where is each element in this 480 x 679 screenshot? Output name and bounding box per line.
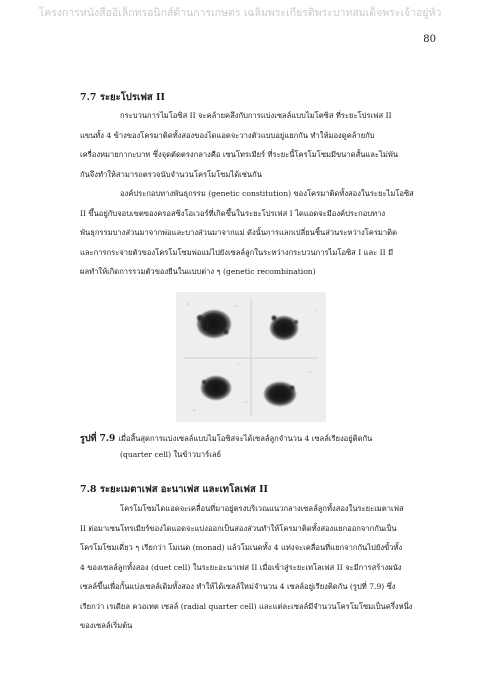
text-line: เซลล์ขึ้นเพื่อกั้นแบ่งเซลล์เดิมทั้งสอง ทำให้ได้เซลล์ใหม่จำนวน 4 เซลล์อยู่เรียงติดกัน (รูปที่ 7.9) ซึ่ง <box>80 582 396 591</box>
section-7-7-paragraph-2 <box>80 184 440 282</box>
text-line: ของเซลล์เริ่มต้น <box>80 621 133 630</box>
text-line: ผลทำให้เกิดการรวมตัวของยีนในแบบต่าง ๆ (genetic recombination) <box>80 267 316 276</box>
nucleus-bottom-left <box>201 376 231 400</box>
text-line: องค์ประกอบทางพันธุกรรม (genetic constitution) ของโครมาติดทั้งสองในระยะไมโอซิส <box>120 189 414 198</box>
text-line: กระบวนการไมโอซิส II จะคล้ายคลึงกับการแบ่งเซลล์แบบไมโตซิส ที่ระยะโปรเฟส II <box>120 111 392 120</box>
text-line: II ขึ้นอยู่กับจอบเขตของครอสซิงโอเวอร์ที่เกิดขึ้นในระยะโปรเฟส I ไดแอดจะมีองค์ประกอบทาง <box>80 208 386 218</box>
text-line: โครโมโซมเดี่ยว ๆ เรียกว่า โมเนด (monad) แล้วโมเนดทั้ง 4 แท่งจะเคลื่อนที่แยกจากกันไปยังขั้วทั้ง <box>80 543 403 552</box>
text-line: II ต่อมาเซนโทรเมียร์ของไดแอดจะแบ่งออกเป็นสองส่วนทำให้โครมาติดทั้งสองแยกออกจากกันเป็น <box>80 523 397 533</box>
figure-quarter-cell-micrograph <box>176 292 326 422</box>
text-line: เรียกว่า เรเดียล ควอเทต เซลล์ (radial quarter cell) และแต่ละเซลล์มีจำนวนโครโมโซมเป็นครึ่งหนึ่ง <box>80 601 413 611</box>
figure-caption-label: รูปที่ 7.9 <box>80 434 116 444</box>
nucleus-top-left <box>197 310 231 338</box>
text-line: แขนทั้ง 4 ข้างของโครมาติดทั้งสองของไดแอดจะวางตัวแบบอยู่แยกกัน ทำให้มองดูคล้ายกับ <box>80 130 375 140</box>
figure-caption-text-2: (quarter cell) ในข้าวบาร์เลย์ <box>120 450 221 459</box>
page-number: 80 <box>423 34 436 45</box>
section-7-8-paragraph <box>80 499 440 636</box>
watermark: โครงการหนังสืออิเล็กทรอนิกส์ด้านการเกษตร เฉลิมพระเกียรติพระบาทสมเด็จพระเจ้าอยู่หัว <box>38 7 442 19</box>
section-7-7-paragraph-1 <box>80 106 440 184</box>
nucleus-bottom-right <box>264 382 296 406</box>
section-7-8-heading: 7.8 ระยะเมตาเฟส อะนาเฟส และเทโลเฟส II <box>80 484 268 495</box>
text-line: โครโมโซมไดแอดจะเคลื่อนที่มาอยู่ตรงบริเวณแนวกลางเซลล์ลูกทั้งสองในระยะเมตาเฟส <box>120 504 404 513</box>
section-7-7-heading: 7.7 ระยะโปรเฟส II <box>80 92 165 103</box>
figure-caption <box>80 431 440 463</box>
text-line: 4 ของเซลล์ลูกทั้งสอง (duet cell) ในระยะอะนาเฟส II เมื่อเข้าสู่ระยะเทโลเฟส II จะมีการสร้างผนัง <box>80 562 402 572</box>
figure-caption-text: เมื่อสิ้นสุดการแบ่งเซลล์แบบไมโอซิสจะได้เซลล์ลูกจำนวน 4 เซลล์เรียงอยู่ติดกัน <box>118 434 373 443</box>
text-line: กันจึงทำให้สามารถตรวจนับจำนวนโครโมโซมได้เช่นกัน <box>80 169 262 179</box>
text-line: เครื่องหมายกากะบาท ซึ่งจุดตัดตรงกลางคือ เซนโทรเมียร์ ที่ระยะนี้โครโมโซมมีขนาดสั้นและไม่พัน <box>80 150 399 159</box>
text-line: และการกระจายตัวของโครโมโซมพ่อแม่ไปยังเซลล์ลูกในระหว่างกระบวนการไมโอซิส I และ II มี <box>80 247 394 257</box>
text-line: พันธุกรรมบางส่วนมาจากพ่อและบางส่วนมาจากแม่ ดังนั้นการแลกเปลี่ยนชิ้นส่วนระหว่างโครมาติด <box>80 228 398 237</box>
